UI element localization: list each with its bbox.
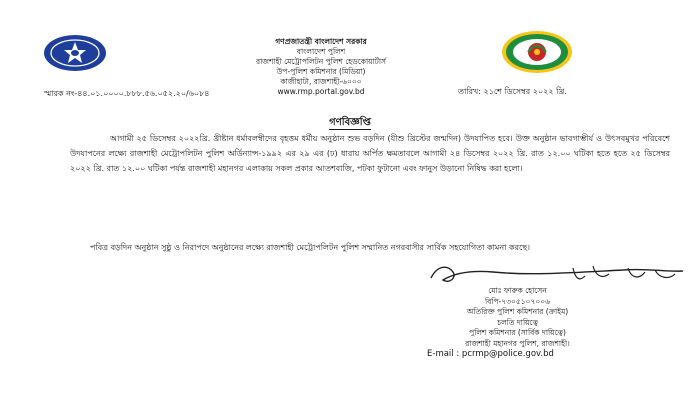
signatory-name: মোঃ ফারুক হোসেন <box>488 286 547 295</box>
memo-reference: স্মারক নং-৪৪.০১.০০০০.৮৮৮.৫৬.০৫২.২০/৬০৮৪ <box>44 89 210 98</box>
header-line-2: বাংলাদেশ পুলিশ <box>296 47 346 56</box>
header-line-1: গণপ্রজাতন্ত্রী বাংলাদেশ সরকার <box>275 37 367 46</box>
police-emblem-icon <box>42 33 108 73</box>
body-paragraph-1: আগামী ২৫ ডিসেম্বর ২০২২খ্রি. খ্রীষ্টান ধর্মাবলম্বীদের বৃহত্তম ধর্মীয় অনুষ্ঠান শুভ বড়দিন (যীশু খ্রিস্টের জন্মদিন) উদযাপিত হবে। উক্ত অনুষ্ঠান ভাবগাম্ভীর্য ও উৎসবমুখর পরিবেশে উদযাপনের লক্ষ্যে রাজশাহী মেট্রোপলিটন পুলিশ অর্ডিন্যান্স-১৯৯২ এর ২৯ এর (ঢ) ধারায় অর্পিত ক্ষমতাবলে আগামী ২৪ ডিসেম্বর ২০২২ খ্রি. রাত ১২.০০ ঘটিকা হতে হতে ২৫ ডিসেম্বর ২০২২ খ্রি. রাত ১২.০০ ঘটিকা পর্যন্ত রাজশাহী মহানগর এলাকায় সকল প্রকার আতশবাজি, পটকা ফুটানো এবং ফানুস উড়ানো নিষিদ্ধ করা হলো। <box>70 134 670 173</box>
signatory-email: E-mail : pcrmp@police.gov.bd <box>427 349 554 359</box>
rmp-emblem-icon <box>500 30 574 74</box>
header-line-3: রাজশাহী মেট্রোপলিটন পুলিশ হেডকোয়ার্টার্স <box>256 57 386 66</box>
notice-title <box>0 115 700 132</box>
signature-block <box>427 286 605 360</box>
header-website: www.rmp.portal.gov.bd <box>277 87 365 96</box>
header-line-5: কাজীহাটা, রাজশাহী-৬০০০ <box>280 77 362 86</box>
signatory-organization: রাজশাহী মহানগর পুলিশ, রাজশাহী। <box>465 338 570 348</box>
signatory-role-2: পুলিশ কমিশনার (সার্বিক দায়িত্বে) <box>469 328 566 337</box>
memo-date: তারিখ: ২১শে ডিসেম্বর ২০২২ খ্রি. <box>458 87 567 96</box>
signatory-role-1: চলতি দায়িত্বে <box>497 317 538 327</box>
notice-title-text: গণবিজ্ঞপ্তি <box>329 117 371 128</box>
header-line-4: উপ-পুলিশ কমিশনার (মিডিয়া) <box>276 67 366 76</box>
signatory-bp-number: বিপি-৭৩০৫১০৭০০৬ <box>484 296 550 306</box>
signatory-rank: অতিরিক্ত পুলিশ কমিশনার (ক্রাইম) <box>466 307 569 316</box>
body-paragraph-2: পবিত্র বড়দিন অনুষ্ঠান সুষ্ঠু ও নিরাপদে অনুষ্ঠানের লক্ষ্যে রাজশাহী মেট্রোপলিটন পুলিশ সম্মানিত নগরবাসীর সার্বিক সহযোগিতা কামনা করছে। <box>90 243 530 252</box>
letterhead <box>208 37 434 97</box>
